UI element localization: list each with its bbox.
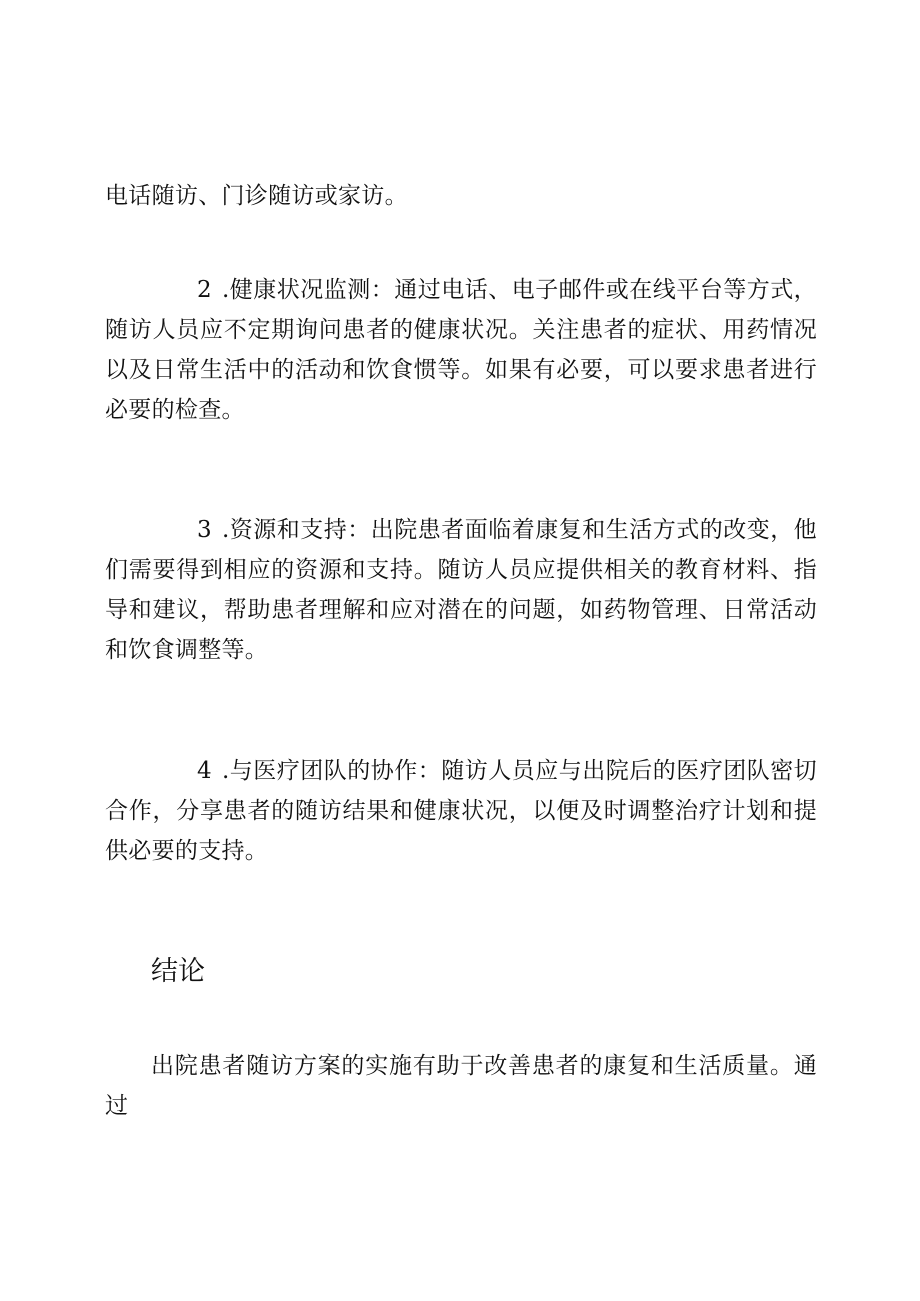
list-item-health-monitoring [105, 270, 817, 430]
list-item-number: 4 [197, 758, 212, 784]
continued-paragraph: 电话随访、门诊随访或家访。 [105, 183, 408, 209]
conclusion-paragraph: 出院患者随访方案的实施有助于改善患者的康复和生活质量。通过 [105, 1053, 817, 1119]
list-item-number: 2 [197, 277, 212, 303]
list-item-resources-support [105, 510, 817, 670]
list-item-text: .资源和支持：出院患者面临着康复和生活方式的改变，他们需要得到相应的资源和支持。随访人员应提供相关的教育材料、指导和建议，帮助患者理解和应对潜在的问题，如药物管理、日常活动和饮食调整等。 [105, 517, 817, 663]
list-item-number: 3 [197, 517, 212, 543]
list-item-team-collaboration [105, 751, 817, 871]
conclusion-heading: 结论 [151, 956, 205, 987]
list-item-text: .健康状况监测：通过电话、电子邮件或在线平台等方式，随访人员应不定期询问患者的健康状况。关注患者的症状、用药情况以及日常生活中的活动和饮食惯等。如果有必要，可以要求患者进行必要的检查。 [105, 277, 817, 423]
list-item-text: .与医疗团队的协作：随访人员应与出院后的医疗团队密切合作，分享患者的随访结果和健康状况，以便及时调整治疗计划和提供必要的支持。 [105, 758, 817, 864]
